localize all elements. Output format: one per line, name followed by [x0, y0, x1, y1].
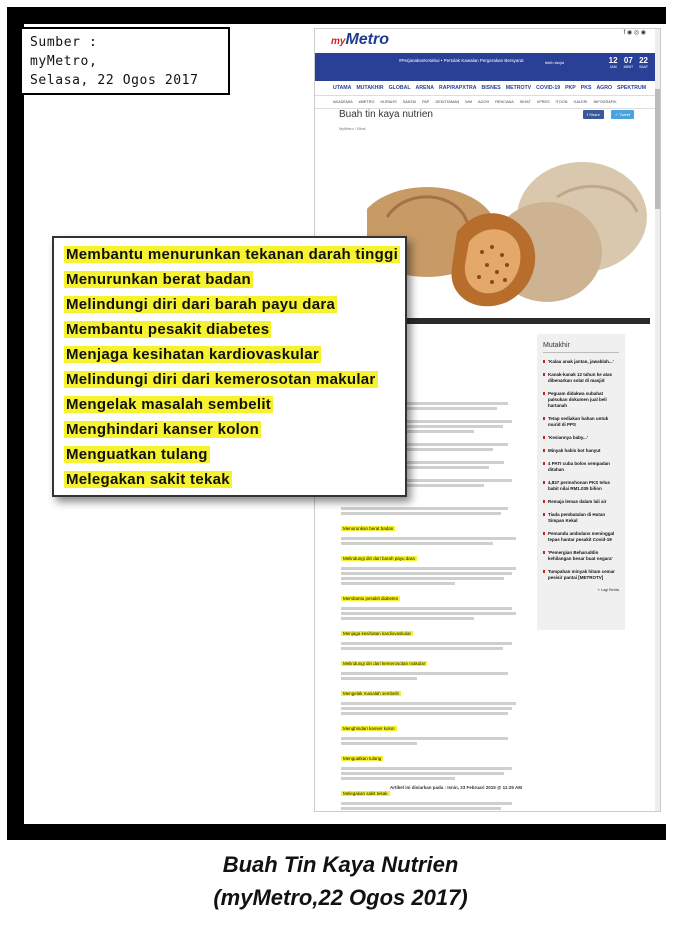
body-text-line: [341, 567, 516, 570]
section-head-wrap: [341, 587, 531, 605]
bluebar-link[interactable]: lebih lanjut: [545, 60, 565, 65]
breadcrumb: MyMetro / Sihat: [339, 127, 366, 131]
sidebar-news-link[interactable]: Tetap sediakan bahan untuk murid di PPS: [543, 416, 619, 428]
body-text-line: [341, 582, 455, 585]
benefit-text: Menghindari kanser kolon: [66, 421, 260, 438]
benefit-text: Melindungi diri dari kemerosotan makular: [66, 371, 376, 388]
mutakhir-sidebar: [537, 334, 625, 630]
body-text-line: [341, 577, 504, 580]
nav-item[interactable]: PKS: [580, 85, 592, 91]
body-text-line: [341, 712, 508, 715]
body-text-line: [341, 542, 493, 545]
source-line-1: Sumber :: [30, 35, 98, 50]
subnav-item[interactable]: DEKOTAMAN: [435, 100, 460, 104]
nav-item[interactable]: METROTV: [505, 85, 532, 91]
section-head-wrap: [341, 682, 531, 700]
body-text-line: [341, 647, 503, 650]
countdown-cell: [624, 56, 634, 69]
countdown-label: MINIT: [623, 65, 634, 69]
subnav-item[interactable]: ITOON: [555, 100, 568, 104]
section-head-wrap: [341, 547, 531, 565]
countdown-num: 07: [623, 56, 633, 65]
benefit-item: [64, 320, 271, 339]
main-nav: [315, 81, 660, 96]
benefit-text: Menjaga kesihatan kardiovaskular: [66, 346, 320, 363]
body-text-line: [341, 767, 512, 770]
benefit-item: [64, 245, 400, 264]
nav-item[interactable]: AGRO: [596, 85, 612, 91]
sidebar-news-link[interactable]: Remaja lemas dalam lali air: [543, 499, 619, 505]
sidebar-news-link[interactable]: Tiada pembatalan di Hutan Simpan Kekal: [543, 512, 619, 524]
subnav-item[interactable]: SIHAT: [519, 100, 531, 104]
benefit-item: [64, 395, 273, 414]
subnav-item[interactable]: AKADEMIA: [333, 100, 353, 104]
logo-prefix: my: [331, 36, 346, 47]
sidebar-news-link[interactable]: Peguam didakwa subahat palsukan dokumen jual beli hartanah: [543, 391, 619, 409]
benefit-item: [64, 370, 378, 389]
subnav-item[interactable]: AGOH: [478, 100, 490, 104]
section-head: Mengelak masalah sembelit: [343, 691, 399, 696]
nav-item[interactable]: ARENA: [415, 85, 434, 91]
benefit-item: [64, 420, 261, 439]
countdown-label: SAAT: [639, 65, 648, 69]
body-text-line: [341, 707, 512, 710]
dried-figs-image: [367, 137, 650, 317]
subnav-item[interactable]: #METRO: [358, 100, 375, 104]
section-head: Menjaga kesihatan kardiovaskular: [343, 631, 412, 636]
subnav-item[interactable]: INFOGRAFIK: [593, 100, 617, 104]
source-line-2: myMetro,: [30, 54, 98, 69]
nav-item[interactable]: RAP/RAPXTRA: [438, 85, 477, 91]
section-head: Melindungi diri dari kemerosotan makular: [343, 661, 426, 666]
section-head: Membantu pesakit diabetes: [343, 596, 399, 601]
subnav-item[interactable]: XPRES: [536, 100, 550, 104]
bluebar-message[interactable]: #PerjanakanKetahui • Pertolak Kawalan Pergerakan Bersyarat: [399, 58, 524, 63]
nav-item[interactable]: BISNES: [481, 85, 501, 91]
body-text-line: [341, 807, 501, 810]
scrollbar[interactable]: [655, 29, 660, 811]
body-text-line: [341, 677, 417, 680]
subnav-item[interactable]: PAP: [422, 100, 430, 104]
sub-nav: [315, 96, 660, 109]
body-text-line: [341, 777, 455, 780]
section-head: Menghindari kanser kolon: [343, 726, 395, 731]
logo-name: Metro: [345, 31, 390, 48]
body-text-line: [341, 607, 512, 610]
sidebar-news-link[interactable]: Kanak-kanak 12 tahun ke atas dibenarkan solat di masjid: [543, 372, 619, 384]
sidebar-news-link[interactable]: 4,837 permohonan PKS telus babit nilai RM1.035 bilion: [543, 480, 619, 492]
benefit-item: [64, 345, 321, 364]
sidebar-news-link[interactable]: Pemandu ambulans meninggal tepas hantar pesakit Covid-19: [543, 531, 619, 543]
countdown-cell: [639, 56, 648, 69]
sidebar-news-link[interactable]: 'Pemergian Beharuddin kehilangan besar buat negara': [543, 550, 619, 562]
image-bottom-bar: [367, 318, 650, 324]
section-head: Melegakan sakit tekak: [343, 791, 388, 796]
body-text-line: [341, 772, 504, 775]
nav-item[interactable]: SPEKTRUM: [617, 85, 647, 91]
benefit-text: Melindungi diri dari barah payu dara: [66, 296, 336, 313]
social-icons[interactable]: f ◉ ◎ ◉: [623, 30, 646, 36]
benefit-item: [64, 470, 232, 489]
countdown-num: 22: [639, 56, 648, 65]
article-title: Buah tin kaya nutrien: [339, 109, 433, 120]
benefit-item: [64, 295, 337, 314]
body-text-line: [341, 702, 516, 705]
countdown-label: JAM: [609, 65, 617, 69]
body-text-line: [341, 537, 516, 540]
body-text-line: [341, 512, 501, 515]
site-logo[interactable]: [331, 31, 389, 49]
sidebar-news-link[interactable]: 'Kalau anak jantan, jawablah...': [543, 359, 619, 365]
nav-item[interactable]: MUTAKHIR: [356, 85, 384, 91]
body-text-line: [341, 672, 508, 675]
benefit-text: Membantu menurunkan tekanan darah tinggi: [66, 246, 399, 263]
site-bluebar: [315, 53, 660, 81]
sidebar-title: Mutakhir: [543, 342, 619, 353]
section-head-wrap: [341, 747, 531, 765]
article-published-date: Artikel ini disiarkan pada : Isnin, 23 Februari 2015 @ 11:25 AM: [390, 785, 523, 790]
share-twitter-button[interactable]: ✓ Tweet: [611, 110, 634, 119]
benefit-text: Menurunkan berat badan: [66, 271, 251, 288]
subnav-item[interactable]: RENCANA: [495, 100, 514, 104]
body-text-line: [341, 642, 512, 645]
sidebar-news-link[interactable]: 'Kesiannya baby...': [543, 435, 619, 441]
section-head-wrap: [341, 652, 531, 670]
body-text-line: [341, 507, 508, 510]
benefit-text: Menguatkan tulang: [66, 446, 208, 463]
section-head: Melindungi diri dari barah payu dara: [343, 556, 415, 561]
nav-item[interactable]: COVID-19: [536, 85, 561, 91]
sidebar-news-link[interactable]: 4 PATI cuba bolos sempadan ditahan: [543, 461, 619, 473]
site-topbar: [315, 29, 660, 53]
section-head-wrap: [341, 517, 531, 535]
countdown-cell: [609, 56, 618, 69]
more-news-link[interactable]: » Lagi Berita: [597, 588, 619, 592]
nav-item[interactable]: GLOBAL: [388, 85, 411, 91]
benefit-item: [64, 270, 253, 289]
scrollbar-thumb[interactable]: [655, 89, 660, 209]
nav-item[interactable]: UTAMA: [333, 85, 352, 91]
sidebar-news-link[interactable]: Tumpahan minyak hitam cemar pesisir pantai [METROTV]: [543, 569, 619, 581]
subnav-item[interactable]: SANTAI: [402, 100, 417, 104]
section-head: Menguatkan tulang: [343, 756, 382, 761]
countdown: [609, 56, 648, 69]
body-text-line: [341, 617, 474, 620]
benefit-text: Melegakan sakit tekak: [66, 471, 230, 488]
body-text-line: [341, 802, 512, 805]
caption-source: (myMetro,22 Ogos 2017): [213, 885, 468, 910]
benefit-text: Mengelak masalah sembelit: [66, 396, 272, 413]
source-box: [20, 27, 230, 95]
body-text-line: [341, 612, 516, 615]
section-head-wrap: [341, 622, 531, 640]
body-text-line: [341, 737, 508, 740]
benefit-item: [64, 445, 210, 464]
body-text-line: [341, 572, 512, 575]
countdown-num: 12: [608, 56, 618, 65]
source-line-3: Selasa, 22 Ogos 2017: [30, 73, 199, 88]
nav-item[interactable]: PKP: [565, 85, 576, 91]
section-head-wrap: [341, 717, 531, 735]
subnav-item[interactable]: WM: [465, 100, 472, 104]
sidebar-news-link[interactable]: Minyak habis bot hanyut: [543, 448, 619, 454]
subnav-item[interactable]: GALERI: [573, 100, 588, 104]
benefits-callout: [52, 236, 407, 497]
body-text-line: [341, 742, 417, 745]
caption-title: Buah Tin Kaya Nutrien: [222, 852, 459, 877]
section-head: Menurunkan berat badan: [343, 526, 394, 531]
share-facebook-button[interactable]: f Share: [583, 110, 604, 119]
subnav-item[interactable]: HIJRAHS: [380, 100, 397, 104]
benefit-text: Membantu pesakit diabetes: [66, 321, 270, 338]
